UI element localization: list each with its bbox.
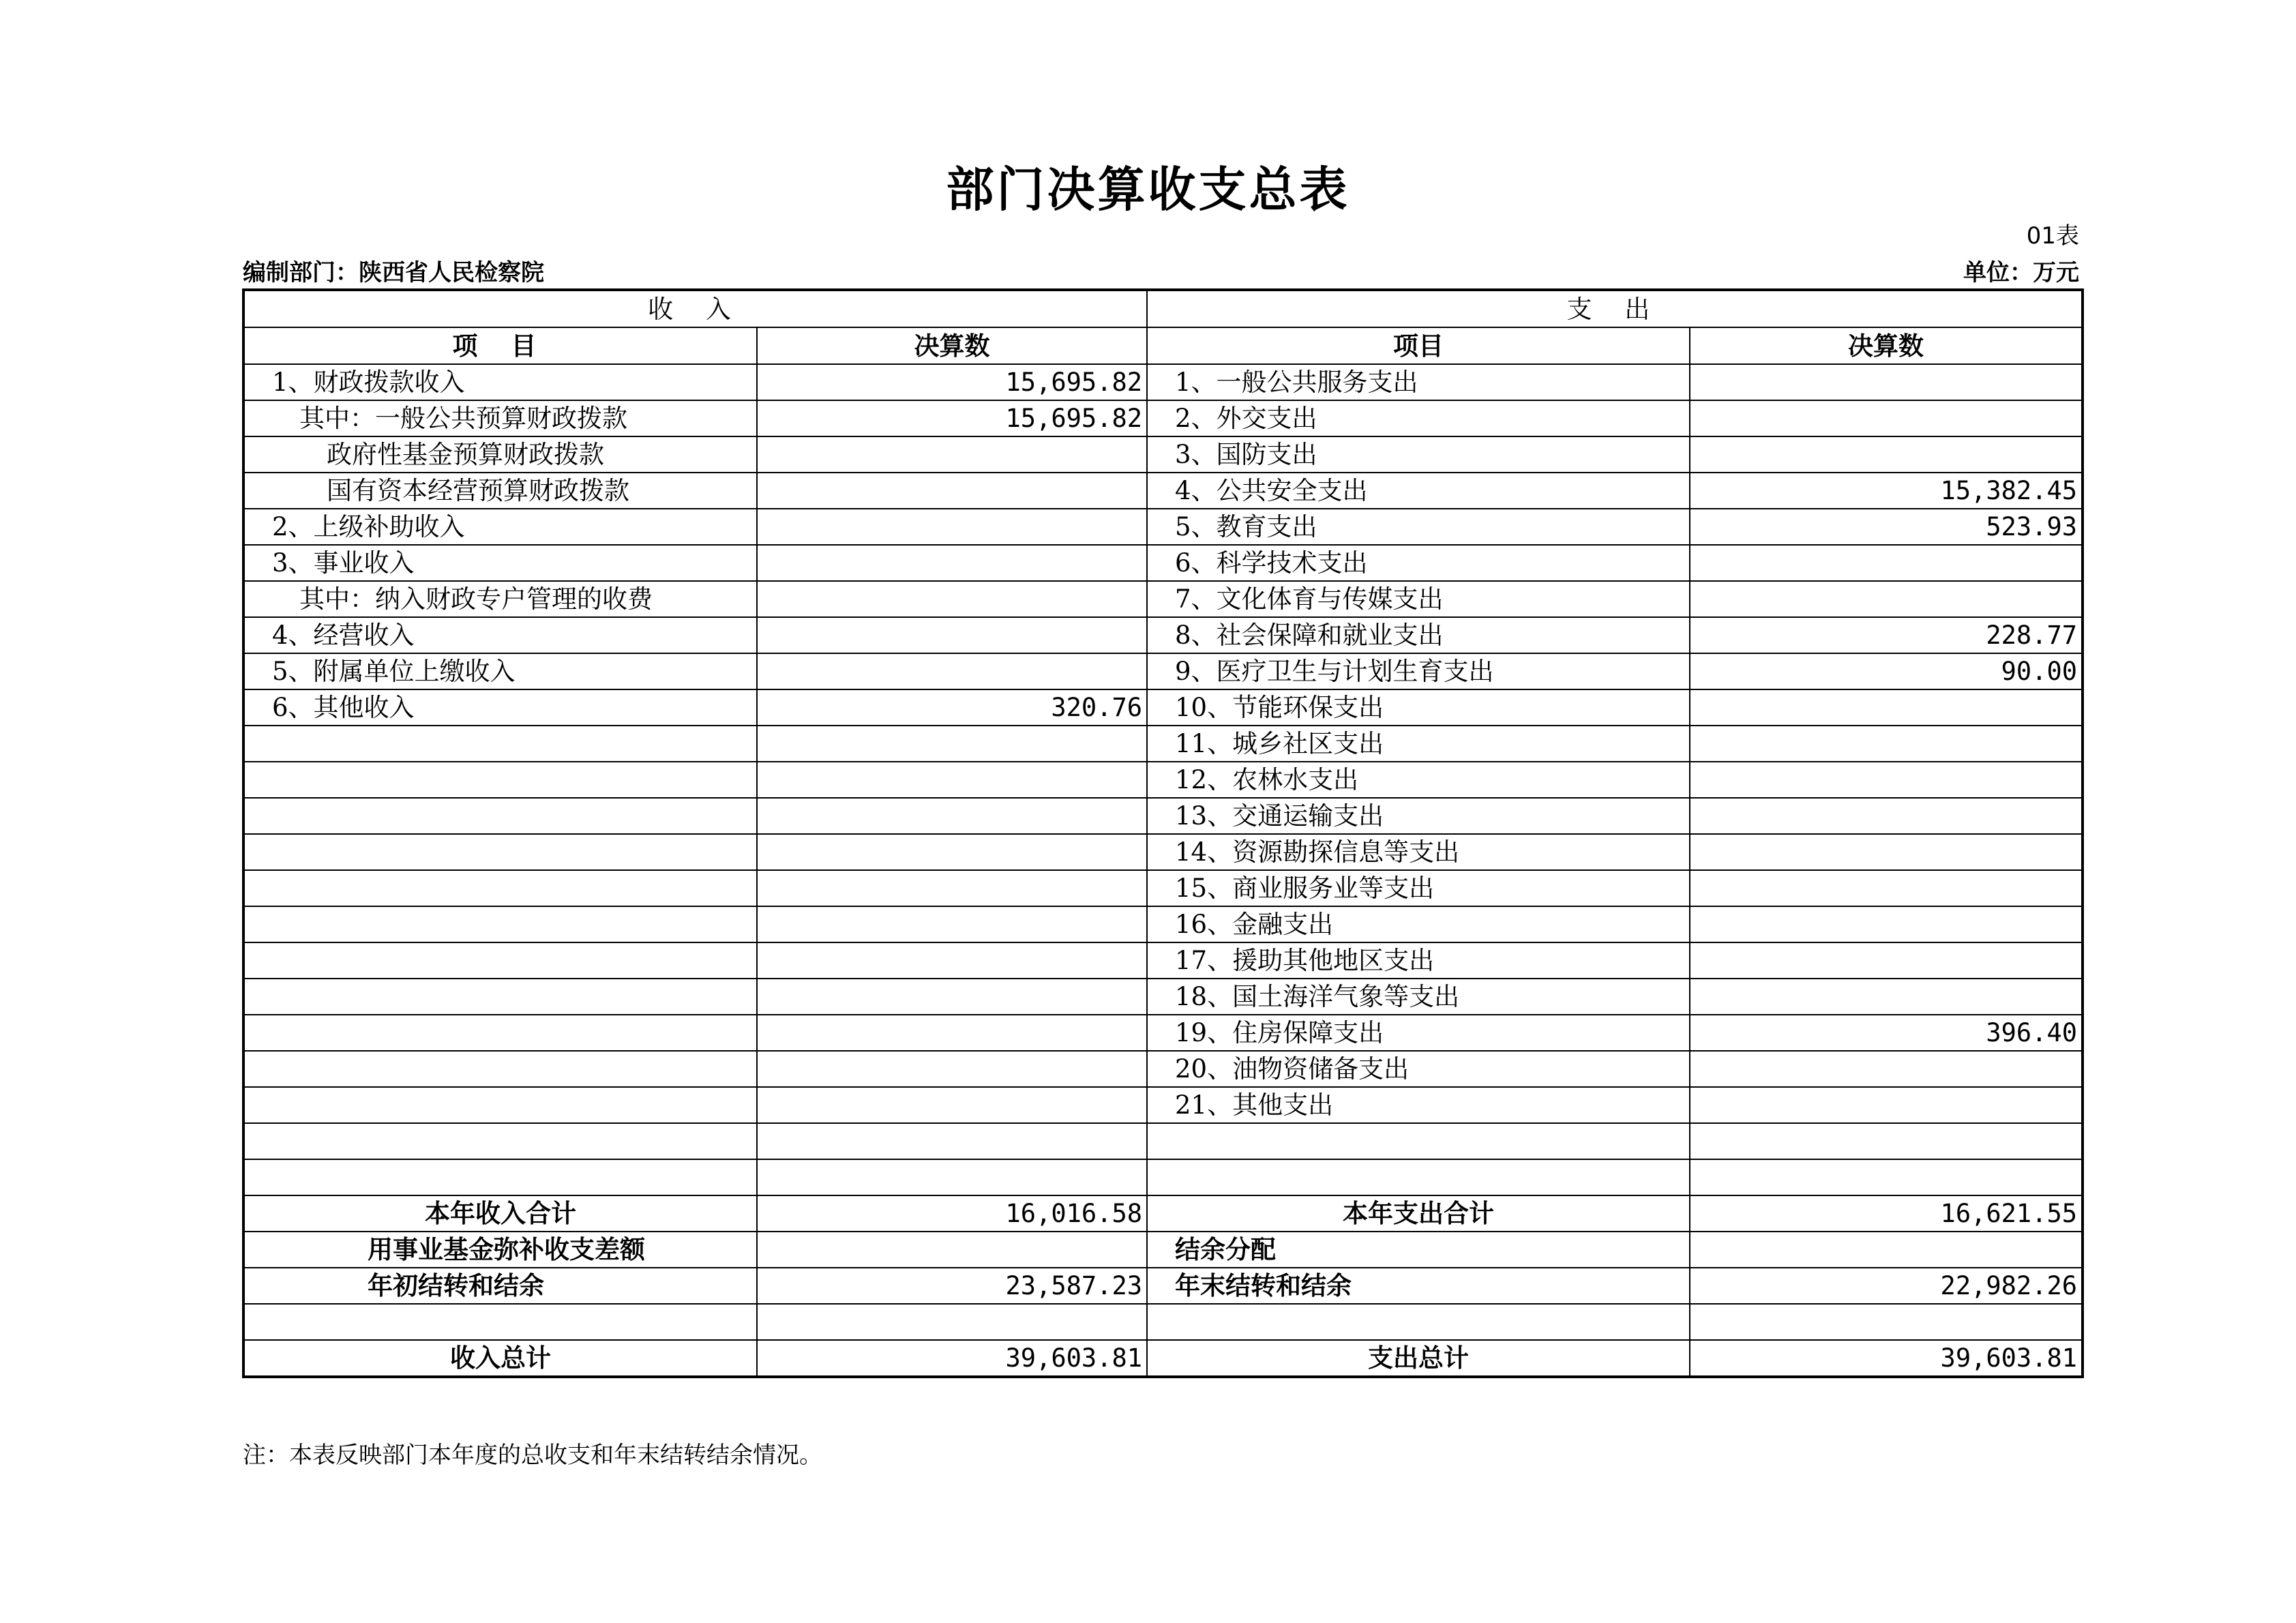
expense-amount-cell: 396.40 [1690, 1015, 2083, 1051]
expense-item-cell: 8、社会保障和就业支出 [1147, 617, 1690, 653]
grand-total-row-income-amount: 39,603.81 [757, 1340, 1147, 1377]
expense-item-cell: 16、金融支出 [1147, 906, 1690, 942]
income-item-cell [243, 1123, 757, 1159]
income-item-cell: 1、财政拨款收入 [243, 364, 757, 400]
expense-item-cell: 17、援助其他地区支出 [1147, 942, 1690, 979]
expense-item-cell: 11、城乡社区支出 [1147, 726, 1690, 762]
fund-gap-row-expense-amount [1690, 1232, 2083, 1268]
fund-gap-row-expense-label: 结余分配 [1147, 1232, 1690, 1268]
income-amount-cell [757, 653, 1147, 689]
income-amount-header: 决算数 [757, 327, 1147, 364]
expense-item-cell: 1、一般公共服务支出 [1147, 364, 1690, 400]
section-header-row [243, 290, 2083, 327]
income-item-cell: 6、其他收入 [243, 689, 757, 726]
expense-item-cell: 13、交通运输支出 [1147, 798, 1690, 834]
income-amount-cell: 320.76 [757, 689, 1147, 726]
expense-item-cell: 3、国防支出 [1147, 436, 1690, 473]
expense-amount-cell [1690, 979, 2083, 1015]
expense-item-cell: 9、医疗卫生与计划生育支出 [1147, 653, 1690, 689]
income-amount-cell [757, 1123, 1147, 1159]
income-item-cell [243, 906, 757, 942]
expense-amount-cell [1690, 834, 2083, 870]
expense-item-cell: 18、国土海洋气象等支出 [1147, 979, 1690, 1015]
table-row [243, 1159, 2083, 1195]
income-item-header: 项 目 [243, 327, 757, 364]
blank-row-expense-label [1147, 1304, 1690, 1340]
expense-amount-cell [1690, 1051, 2083, 1087]
column-header-row [243, 327, 2083, 364]
report-title: 部门决算收支总表 [946, 162, 1350, 218]
grand-total-row-income-label: 收入总计 [243, 1340, 757, 1377]
expense-amount-cell [1690, 364, 2083, 400]
fund-gap-row-income-label: 用事业基金弥补收支差额 [243, 1232, 757, 1268]
table-row [243, 726, 2083, 762]
table-note: 注：本表反映部门本年度的总收支和年末结转结余情况。 [243, 1442, 822, 1469]
balance-row-income-label: 年初结转和结余 [243, 1268, 757, 1304]
year-total-row [243, 1195, 2083, 1232]
grand-total-row-expense-label: 支出总计 [1147, 1340, 1690, 1377]
table-row [243, 834, 2083, 870]
income-item-cell [243, 798, 757, 834]
income-amount-cell: 15,695.82 [757, 400, 1147, 436]
expense-item-cell: 15、商业服务业等支出 [1147, 870, 1690, 906]
table-row [243, 798, 2083, 834]
expense-item-cell: 19、住房保障支出 [1147, 1015, 1690, 1051]
income-item-cell: 政府性基金预算财政拨款 [243, 436, 757, 473]
year-total-row-expense-label: 本年支出合计 [1147, 1195, 1690, 1232]
balance-row-expense-label: 年末结转和结余 [1147, 1268, 1690, 1304]
income-amount-cell [757, 1051, 1147, 1087]
expense-amount-cell [1690, 870, 2083, 906]
expense-item-cell [1147, 1123, 1690, 1159]
blank-row-income-amount [757, 1304, 1147, 1340]
expense-amount-cell [1690, 1087, 2083, 1123]
table-row [243, 545, 2083, 581]
expense-item-cell: 5、教育支出 [1147, 509, 1690, 545]
table-row [243, 906, 2083, 942]
expense-item-cell: 10、节能环保支出 [1147, 689, 1690, 726]
expense-amount-cell [1690, 545, 2083, 581]
expense-amount-cell: 90.00 [1690, 653, 2083, 689]
table-row [243, 762, 2083, 798]
income-item-cell [243, 1051, 757, 1087]
income-item-cell: 2、上级补助收入 [243, 509, 757, 545]
income-amount-cell [757, 1087, 1147, 1123]
income-amount-cell [757, 942, 1147, 979]
grand-total-row [243, 1340, 2083, 1377]
income-item-cell [243, 1087, 757, 1123]
form-number: 01表 [2026, 222, 2079, 250]
table-row [243, 1087, 2083, 1123]
expense-item-cell: 4、公共安全支出 [1147, 473, 1690, 509]
table-row [243, 1015, 2083, 1051]
income-section-header: 收 入 [243, 290, 1147, 327]
expense-amount-cell [1690, 726, 2083, 762]
expense-amount-cell [1690, 436, 2083, 473]
income-item-cell [243, 726, 757, 762]
table-row [243, 617, 2083, 653]
table-row [243, 653, 2083, 689]
expense-item-cell: 2、外交支出 [1147, 400, 1690, 436]
income-item-cell: 国有资本经营预算财政拨款 [243, 473, 757, 509]
expense-amount-cell [1690, 581, 2083, 617]
table-row [243, 1051, 2083, 1087]
income-item-cell: 其中：一般公共预算财政拨款 [243, 400, 757, 436]
income-amount-cell [757, 1159, 1147, 1195]
expense-amount-cell [1690, 906, 2083, 942]
table-row [243, 870, 2083, 906]
income-item-cell: 3、事业收入 [243, 545, 757, 581]
income-amount-cell [757, 617, 1147, 653]
unit-label: 单位：万元 [1963, 259, 2079, 286]
year-total-row-income-amount: 16,016.58 [757, 1195, 1147, 1232]
income-amount-cell [757, 473, 1147, 509]
compiling-department: 编制部门：陕西省人民检察院 [243, 259, 544, 286]
income-amount-cell [757, 436, 1147, 473]
income-amount-cell [757, 509, 1147, 545]
expense-item-cell: 12、农林水支出 [1147, 762, 1690, 798]
expense-item-cell [1147, 1159, 1690, 1195]
table-row [243, 979, 2083, 1015]
blank-row-expense-amount [1690, 1304, 2083, 1340]
table-row [243, 581, 2083, 617]
table-row [243, 400, 2083, 436]
income-amount-cell: 15,695.82 [757, 364, 1147, 400]
income-item-cell [243, 834, 757, 870]
income-amount-cell [757, 545, 1147, 581]
expense-amount-cell [1690, 1159, 2083, 1195]
income-amount-cell [757, 906, 1147, 942]
balance-row-income-amount: 23,587.23 [757, 1268, 1147, 1304]
expense-amount-header: 决算数 [1690, 327, 2083, 364]
expense-item-cell: 7、文化体育与传媒支出 [1147, 581, 1690, 617]
expense-amount-cell [1690, 762, 2083, 798]
expense-item-header: 项目 [1147, 327, 1690, 364]
expense-amount-cell [1690, 400, 2083, 436]
table-row [243, 689, 2083, 726]
income-item-cell [243, 870, 757, 906]
balance-row-expense-amount: 22,982.26 [1690, 1268, 2083, 1304]
income-amount-cell [757, 798, 1147, 834]
expense-amount-cell [1690, 689, 2083, 726]
income-amount-cell [757, 870, 1147, 906]
fund-gap-row [243, 1232, 2083, 1268]
income-item-cell: 其中：纳入财政专户管理的收费 [243, 581, 757, 617]
grand-total-row-expense-amount: 39,603.81 [1690, 1340, 2083, 1377]
table-row [243, 1123, 2083, 1159]
table-row [243, 509, 2083, 545]
expense-item-cell: 21、其他支出 [1147, 1087, 1690, 1123]
fund-gap-row-income-amount [757, 1232, 1147, 1268]
income-amount-cell [757, 834, 1147, 870]
table-row [243, 942, 2083, 979]
expense-amount-cell [1690, 942, 2083, 979]
income-item-cell: 4、经营收入 [243, 617, 757, 653]
table-row [243, 364, 2083, 400]
income-item-cell: 5、附属单位上缴收入 [243, 653, 757, 689]
blank-row-income-label [243, 1304, 757, 1340]
income-item-cell [243, 1015, 757, 1051]
income-item-cell [243, 942, 757, 979]
income-amount-cell [757, 581, 1147, 617]
expense-amount-cell: 15,382.45 [1690, 473, 2083, 509]
expense-amount-cell [1690, 798, 2083, 834]
income-item-cell [243, 762, 757, 798]
expense-item-cell: 14、资源勘探信息等支出 [1147, 834, 1690, 870]
income-amount-cell [757, 1015, 1147, 1051]
income-amount-cell [757, 979, 1147, 1015]
year-total-row-income-label: 本年收入合计 [243, 1195, 757, 1232]
expense-amount-cell: 523.93 [1690, 509, 2083, 545]
income-item-cell [243, 1159, 757, 1195]
blank-row [243, 1304, 2083, 1340]
expense-item-cell: 20、油物资储备支出 [1147, 1051, 1690, 1087]
table-row [243, 436, 2083, 473]
expense-item-cell: 6、科学技术支出 [1147, 545, 1690, 581]
income-item-cell [243, 979, 757, 1015]
income-expense-table [242, 288, 2084, 1378]
expense-section-header: 支 出 [1147, 290, 2083, 327]
year-total-row-expense-amount: 16,621.55 [1690, 1195, 2083, 1232]
income-amount-cell [757, 726, 1147, 762]
income-amount-cell [757, 762, 1147, 798]
balance-row [243, 1268, 2083, 1304]
expense-amount-cell [1690, 1123, 2083, 1159]
expense-amount-cell: 228.77 [1690, 617, 2083, 653]
table-row [243, 473, 2083, 509]
